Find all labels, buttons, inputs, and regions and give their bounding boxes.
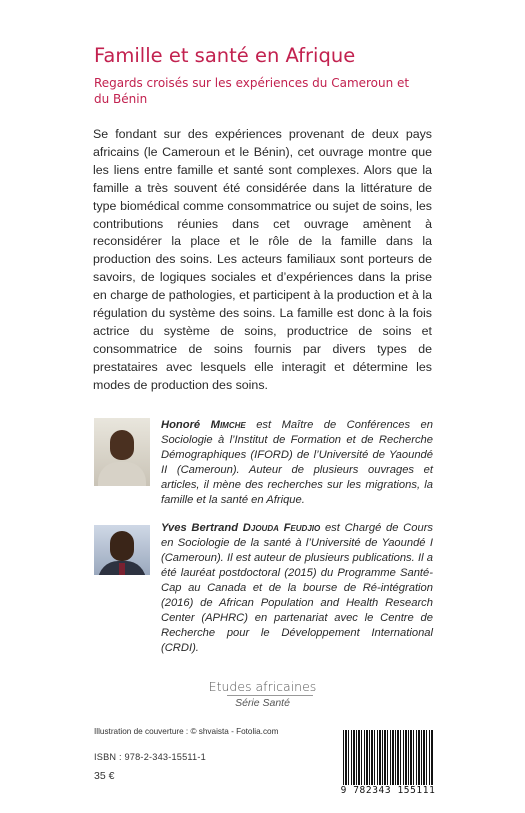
- author-last-name: Mimche: [210, 419, 246, 431]
- author-bio-djouda: [161, 521, 433, 656]
- book-title: Famille et santé en Afrique: [94, 44, 356, 67]
- series-subseries: Série Santé: [235, 697, 290, 709]
- author-bio-text: est Maître de Conférences en Sociologie à l’Institut de Formation et de Recherche Démographiques (IFORD) de l’Université de Yaoundé II (Cameroun). Auteur de plusieurs ouvrages et articles, il mène des recherches sur les migrations, la famille et la santé en Afrique.: [161, 419, 433, 506]
- summary-paragraph: Se fondant sur des expériences provenant de deux pays africains (le Cameroun et le Bénin), cet ouvrage montre que les liens entre famille et santé sont complexes. Alors que la famille a très souvent été considérée dans la littérature de type biomédical comme consommatrice ou sujet de soins, les contributions réunies dans cet ouvrage amènent à reconsidérer la place et le rôle de la famille dans la production des soins. Les acteurs familiaux sont porteurs de savoirs, de logiques sociales et d’expériences dans la prise en charge de pathologies, et participent à la production et à la régulation du système des soins. La famille est donc à la fois actrice du système de soins, productrice de soins et consommatrice de soins fournis par divers types de prestataires avec lesquels elle interagit et détermine les modes de production des soins.: [93, 127, 432, 392]
- author-photo-djouda: [94, 525, 150, 575]
- series-divider: [227, 695, 313, 696]
- barcode-bars: [343, 730, 433, 786]
- barcode-number: 9 782343 155111: [340, 785, 436, 796]
- author-last-name: Djouda Feudjio: [242, 522, 321, 534]
- series-name: Etudes africaines: [208, 679, 317, 694]
- author-bio-mimche: [161, 418, 433, 508]
- author-bio-text: est Chargé de Cours en Sociologie de la santé à l’Université de Yaoundé I (Cameroun). Il est auteur de plusieurs publications. Il a été lauréat postdoctoral (2015) du Programme Santé-Cap au Canada et de la bourse de Ré-intégration (2016) de African Population and Health Research Center (APHRC) en partenariat avec le Centre de Recherche pour le Développement International (CRDI).: [161, 522, 434, 654]
- barcode: [340, 730, 436, 796]
- price: 35 €: [94, 770, 115, 782]
- cover-credit: Illustration de couverture : © shvaista - Fotolia.com: [94, 727, 279, 736]
- author-photo-mimche: [94, 418, 150, 486]
- isbn: ISBN : 978-2-343-15511-1: [94, 752, 206, 762]
- author-first-name: Honoré: [161, 419, 201, 431]
- book-subtitle: Regards croisés sur les expériences du Cameroun et du Bénin: [94, 76, 410, 106]
- author-first-name: Yves Bertrand: [161, 522, 239, 534]
